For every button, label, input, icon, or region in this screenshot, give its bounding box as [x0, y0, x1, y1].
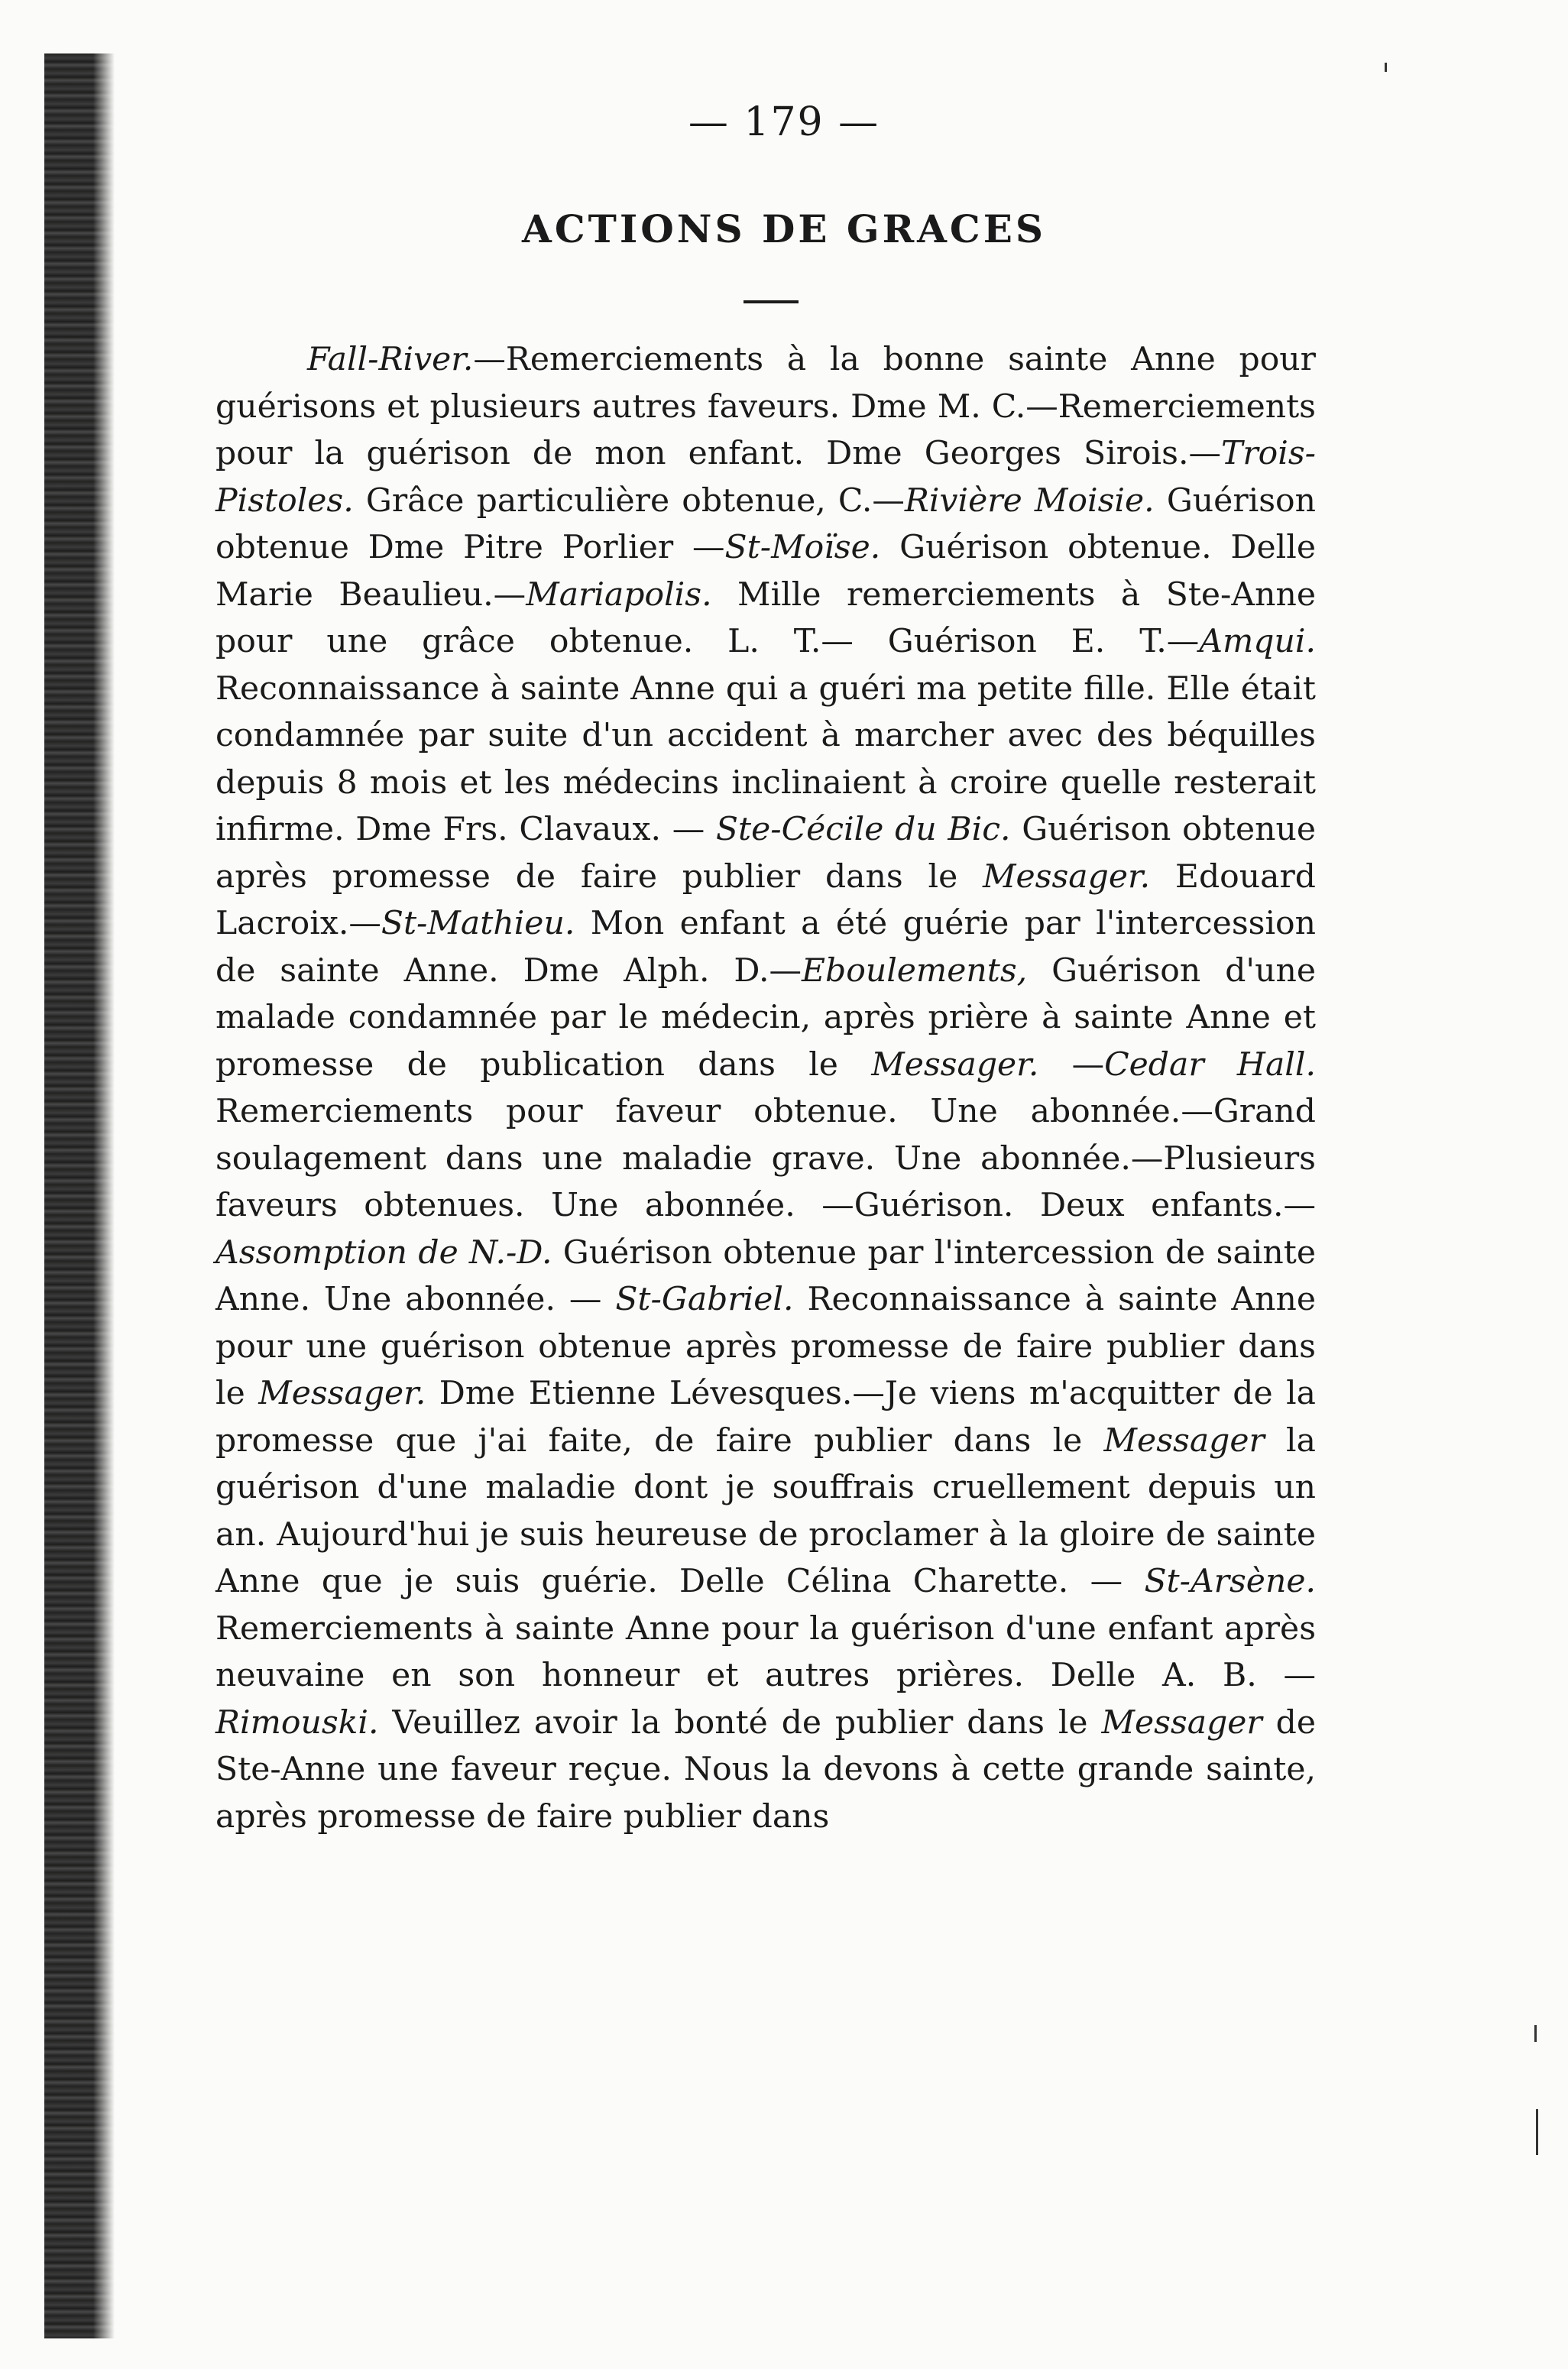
- notice-text: Reconnaissance à sainte Anne qui a guéri ma petite fille. Elle était condamnée par suite d'un accident à marcher avec des béquilles depuis 8 mois et les médecins inclinaient à croire quelle resterait infirme. Dme Frs. Clavaux. —: [215, 669, 1316, 848]
- notice-text: Mille remerciements à Ste-Anne pour une grâce obtenue. L. T.— Guérison E. T.—: [215, 575, 1316, 660]
- place-name-italic: Messager: [1103, 1421, 1265, 1460]
- thanksgiving-notices: [215, 336, 1316, 1840]
- notice-text: Remerciements pour faveur obtenue. Une abonnée.—Grand soulagement dans une maladie grave. Une abonnée.—Plusieurs faveurs obtenues. Une abonnée. —Guérison. Deux enfants.—: [215, 1093, 1316, 1224]
- notice-text: Edouard Lacroix.—: [215, 857, 1316, 942]
- place-name-italic: Cedar Hall.: [1104, 1045, 1316, 1084]
- notice-text: Guérison obtenue après promesse de faire publier dans le: [215, 811, 1317, 896]
- notice-text: Guérison obtenue. Delle Marie Beaulieu.—: [215, 529, 1316, 614]
- place-name-italic: Amqui.: [1199, 623, 1316, 660]
- notice-text: Guérison obtenue par l'intercession de sainte Anne. Une abonnée. —: [215, 1233, 1316, 1318]
- notice-text: —Remerciements à la bonne sainte Anne pour guérisons et plusieurs autres faveurs. Dme M. C.—Remerciements pour la guérison de mon enfant. Dme Georges Sirois.—: [215, 341, 1316, 472]
- notice-text: —: [1038, 1045, 1105, 1084]
- page-number: — 179 —: [688, 99, 880, 145]
- place-name-italic: Fall-River.: [307, 341, 474, 378]
- place-name-italic: Trois-Pistoles.: [215, 435, 1316, 520]
- page-title: ACTIONS DE GRACES: [522, 206, 1046, 251]
- notice-text: Reconnaissance à sainte Anne pour une guérison obtenue après promesse de faire publier dans le: [215, 1281, 1316, 1412]
- place-name-italic: St-Mathieu.: [381, 905, 575, 942]
- notice-text: Mon enfant a été guérie par l'intercession de sainte Anne. Dme Alph. D.—: [215, 905, 1316, 990]
- notice-text: de Ste-Anne une faveur reçue. Nous la devons à cette grande sainte, après promesse de faire publier dans: [215, 1703, 1316, 1836]
- margin-mark: [1534, 2025, 1537, 2042]
- margin-mark: [1536, 2109, 1538, 2155]
- margin-mark: [1385, 63, 1387, 72]
- place-name-italic: Eboulements,: [802, 951, 1028, 990]
- notice-text: Guérison obtenue Dme Pitre Porlier —: [215, 481, 1316, 566]
- title-divider: [744, 300, 799, 303]
- place-name-italic: Ste-Cécile du Bic.: [715, 811, 1011, 848]
- place-name-italic: St-Moïse.: [724, 529, 881, 566]
- notice-paragraph: [215, 336, 1316, 1840]
- place-name-italic: Messager.: [871, 1045, 1039, 1084]
- notice-text: Guérison d'une malade condamnée par le médecin, après prière à sainte Anne et promesse de publication dans le: [215, 951, 1316, 1084]
- notice-text: Veuillez avoir la bonté de publier dans le: [378, 1703, 1102, 1742]
- notice-text: Grâce particulière obtenue, C.—: [353, 481, 905, 520]
- place-name-italic: St-Arsène.: [1144, 1563, 1316, 1600]
- place-name-italic: Messager.: [258, 1375, 426, 1412]
- place-name-italic: Rimouski.: [215, 1703, 379, 1742]
- notice-text: Dme Etienne Lévesques.—Je viens m'acquitter de la promesse que j'ai faite, de faire publier dans le: [215, 1375, 1316, 1460]
- place-name-italic: Messager.: [983, 857, 1151, 896]
- place-name-italic: Rivière Moisie.: [904, 481, 1155, 520]
- page-binding-shadow: [44, 53, 115, 2338]
- place-name-italic: Assomption de N.-D.: [215, 1233, 552, 1272]
- notice-text: la guérison d'une maladie dont je souffrais cruellement depuis un an. Aujourd'hui je suis heureuse de proclamer à la gloire de sainte Anne que je suis guérie. Delle Célina Charette. —: [215, 1421, 1316, 1600]
- place-name-italic: Messager: [1101, 1703, 1262, 1742]
- place-name-italic: Mariapolis.: [526, 575, 712, 614]
- place-name-italic: St-Gabriel.: [615, 1281, 794, 1318]
- notice-text: Remerciements à sainte Anne pour la guérison d'une enfant après neuvaine en son honneur et autres prières. Delle A. B. —: [215, 1609, 1316, 1694]
